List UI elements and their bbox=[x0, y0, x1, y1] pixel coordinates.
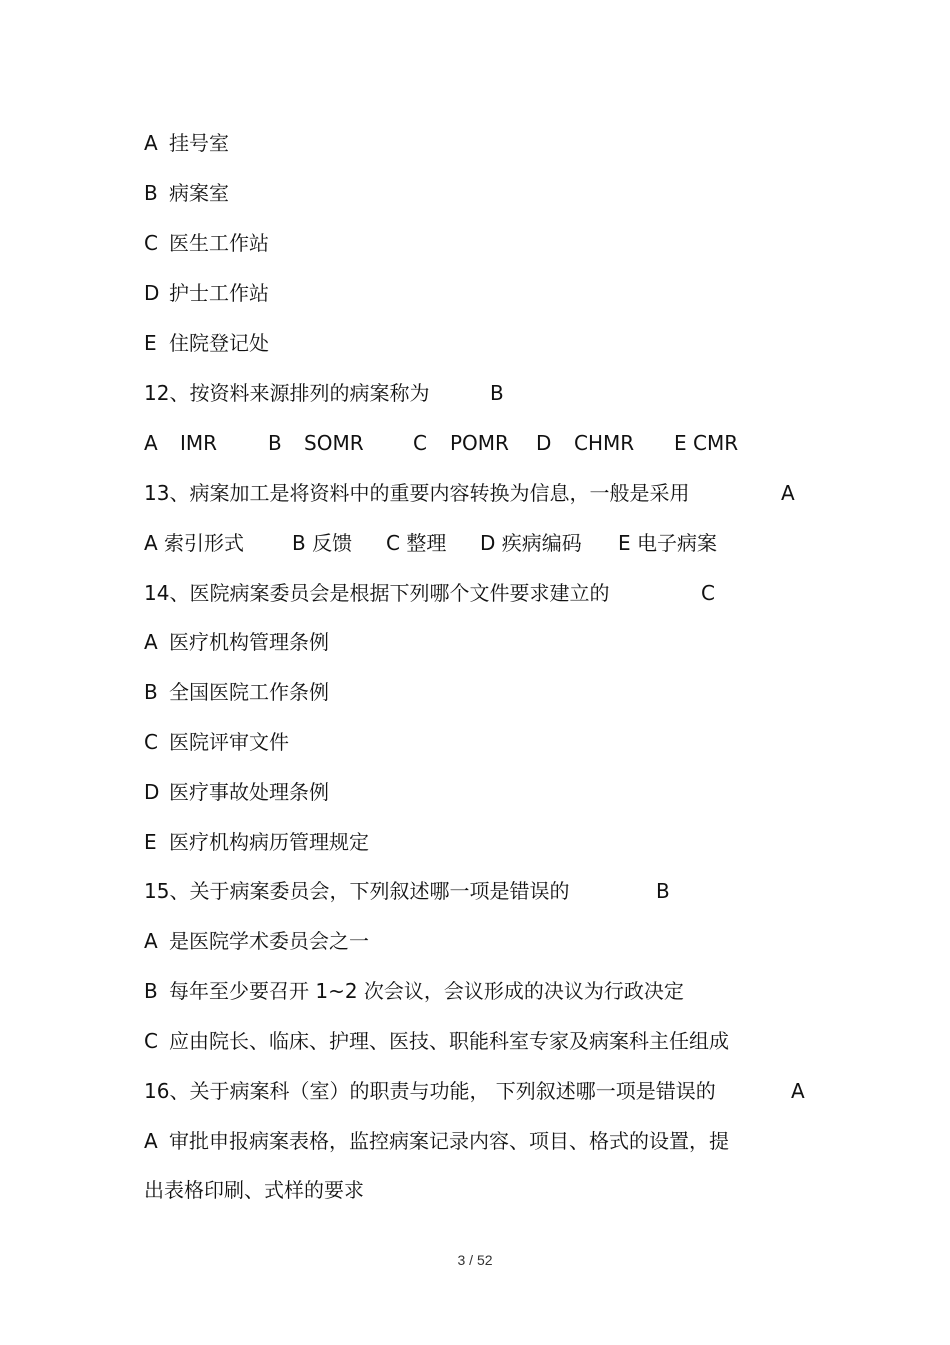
answer-label: A bbox=[781, 481, 795, 505]
option-text: 病案室 bbox=[169, 181, 229, 205]
option-letter: A bbox=[144, 1129, 158, 1153]
option-text: 每年至少要召开 1~2 次会议，会议形成的决议为行政决定 bbox=[169, 979, 684, 1003]
option-text: E 电子病案 bbox=[618, 531, 717, 555]
option-letter: C bbox=[144, 231, 158, 255]
option-letter: D bbox=[144, 780, 160, 804]
option-text: SOMR bbox=[304, 431, 364, 455]
option-letter: A bbox=[144, 431, 158, 455]
option-text: 出表格印刷、式样的要求 bbox=[144, 1178, 364, 1202]
option-text: 医疗机构病历管理规定 bbox=[169, 830, 369, 854]
option-text: A 索引形式 bbox=[144, 531, 245, 555]
option-letter: B bbox=[268, 431, 282, 455]
page-number: 3 / 52 bbox=[457, 1252, 493, 1268]
question-text: 12、按资料来源排列的病案称为 bbox=[144, 381, 430, 405]
option-text: E CMR bbox=[674, 431, 739, 455]
option-text: 是医院学术委员会之一 bbox=[169, 929, 369, 953]
answer-label: C bbox=[701, 581, 715, 605]
answer-label: B bbox=[656, 879, 670, 903]
option-text: D 疾病编码 bbox=[480, 531, 582, 555]
option-letter: B bbox=[144, 181, 158, 205]
option-text: B 反馈 bbox=[292, 531, 353, 555]
option-text: 医院评审文件 bbox=[169, 730, 289, 754]
option-letter: A bbox=[144, 929, 158, 953]
option-letter: C bbox=[144, 1029, 158, 1053]
option-letter: C bbox=[144, 730, 158, 754]
option-text: C 整理 bbox=[386, 531, 447, 555]
option-text: 护士工作站 bbox=[169, 281, 269, 305]
question-text: 13、病案加工是将资料中的重要内容转换为信息，一般是采用 bbox=[144, 481, 690, 505]
option-text: 医生工作站 bbox=[169, 231, 269, 255]
option-text: CHMR bbox=[574, 431, 635, 455]
option-letter: C bbox=[413, 431, 427, 455]
answer-label: A bbox=[791, 1079, 805, 1103]
question-text: 15、关于病案委员会，下列叙述哪一项是错误的 bbox=[144, 879, 570, 903]
option-text: 全国医院工作条例 bbox=[169, 680, 329, 704]
option-text: POMR bbox=[450, 431, 509, 455]
option-letter: B bbox=[144, 979, 158, 1003]
option-letter: E bbox=[144, 830, 157, 854]
option-text: 挂号室 bbox=[169, 131, 229, 155]
answer-label: B bbox=[490, 381, 504, 405]
option-text: 医疗机构管理条例 bbox=[169, 630, 329, 654]
question-text: 16、关于病案科（室）的职责与功能， 下列叙述哪一项是错误的 bbox=[144, 1079, 716, 1103]
option-letter: A bbox=[144, 131, 158, 155]
option-text: 医疗事故处理条例 bbox=[169, 780, 329, 804]
question-text: 14、医院病案委员会是根据下列哪个文件要求建立的 bbox=[144, 581, 610, 605]
option-text: 审批申报病案表格，监控病案记录内容、项目、格式的设置，提 bbox=[169, 1129, 729, 1153]
option-letter: B bbox=[144, 680, 158, 704]
option-letter: D bbox=[536, 431, 552, 455]
option-letter: D bbox=[144, 281, 160, 305]
option-text: 应由院长、临床、护理、医技、职能科室专家及病案科主任组成 bbox=[169, 1029, 729, 1053]
option-letter: E bbox=[144, 331, 157, 355]
option-letter: A bbox=[144, 630, 158, 654]
option-text: IMR bbox=[180, 431, 218, 455]
option-text: 住院登记处 bbox=[169, 331, 269, 355]
